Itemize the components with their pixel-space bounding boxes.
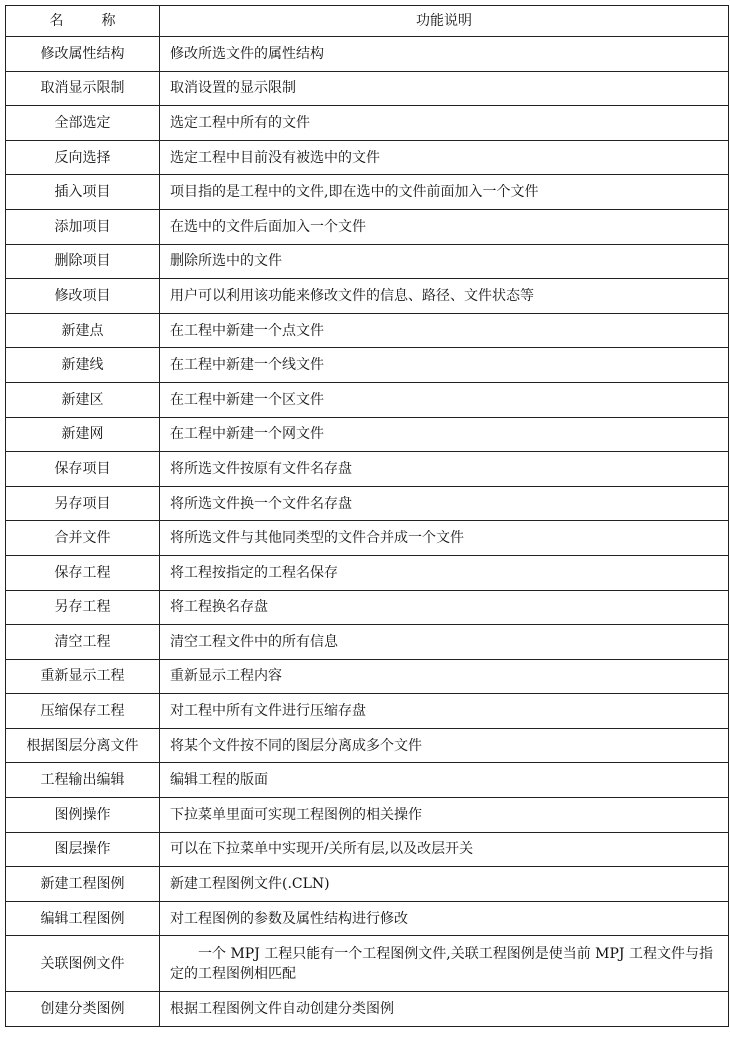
table-row	[6, 486, 729, 521]
row-description: 项目指的是工程中的文件,即在选中的文件前面加入一个文件	[160, 175, 729, 210]
table-row	[6, 140, 729, 175]
table-row	[6, 175, 729, 210]
row-description: 用户可以利用该功能来修改文件的信息、路径、文件状态等	[160, 279, 729, 314]
table-row	[6, 798, 729, 833]
table-row	[6, 417, 729, 452]
function-table	[5, 5, 729, 1027]
row-name: 修改项目	[6, 279, 160, 314]
table-row	[6, 348, 729, 383]
row-description: 将所选文件换一个文件名存盘	[160, 486, 729, 521]
row-description: 在工程中新建一个网文件	[160, 417, 729, 452]
row-description: 一个 MPJ 工程只能有一个工程图例文件,关联工程图例是使当前 MPJ 工程文件与指定的工程图例相匹配	[160, 936, 729, 992]
table-row	[6, 936, 729, 992]
row-name: 新建网	[6, 417, 160, 452]
row-name: 另存项目	[6, 486, 160, 521]
row-name: 重新显示工程	[6, 659, 160, 694]
row-description: 选定工程中目前没有被选中的文件	[160, 140, 729, 175]
row-description: 在选中的文件后面加入一个文件	[160, 209, 729, 244]
row-name: 新建线	[6, 348, 160, 383]
row-name: 删除项目	[6, 244, 160, 279]
row-description: 对工程图例的参数及属性结构进行修改	[160, 901, 729, 936]
row-description: 重新显示工程内容	[160, 659, 729, 694]
table-row	[6, 728, 729, 763]
row-name: 创建分类图例	[6, 992, 160, 1027]
row-name: 修改属性结构	[6, 37, 160, 72]
table-row	[6, 590, 729, 625]
table-row	[6, 992, 729, 1027]
function-table-container	[5, 5, 728, 1027]
row-description: 修改所选文件的属性结构	[160, 37, 729, 72]
table-row	[6, 71, 729, 106]
table-row	[6, 555, 729, 590]
row-description: 将某个文件按不同的图层分离成多个文件	[160, 728, 729, 763]
row-description: 将工程按指定的工程名保存	[160, 555, 729, 590]
row-name: 取消显示限制	[6, 71, 160, 106]
table-row	[6, 694, 729, 729]
row-description: 对工程中所有文件进行压缩存盘	[160, 694, 729, 729]
row-name: 工程输出编辑	[6, 763, 160, 798]
table-row	[6, 279, 729, 314]
row-name: 清空工程	[6, 625, 160, 660]
header-name: 名 称	[6, 6, 160, 37]
table-row	[6, 382, 729, 417]
row-description: 新建工程图例文件(.CLN)	[160, 867, 729, 902]
table-row	[6, 659, 729, 694]
table-row	[6, 867, 729, 902]
row-name: 另存工程	[6, 590, 160, 625]
row-description: 选定工程中所有的文件	[160, 106, 729, 141]
row-name: 编辑工程图例	[6, 901, 160, 936]
row-name: 合并文件	[6, 521, 160, 556]
row-name: 新建点	[6, 313, 160, 348]
row-name: 图层操作	[6, 832, 160, 867]
row-name: 根据图层分离文件	[6, 728, 160, 763]
row-description: 下拉菜单里面可实现工程图例的相关操作	[160, 798, 729, 833]
row-description: 可以在下拉菜单中实现开/关所有层,以及改层开关	[160, 832, 729, 867]
row-description: 删除所选中的文件	[160, 244, 729, 279]
table-row	[6, 832, 729, 867]
row-description: 将工程换名存盘	[160, 590, 729, 625]
table-row	[6, 452, 729, 487]
row-description: 编辑工程的版面	[160, 763, 729, 798]
table-row	[6, 763, 729, 798]
row-name: 反向选择	[6, 140, 160, 175]
table-row	[6, 106, 729, 141]
table-row	[6, 521, 729, 556]
table-row	[6, 625, 729, 660]
row-description: 在工程中新建一个线文件	[160, 348, 729, 383]
row-name: 全部选定	[6, 106, 160, 141]
header-description: 功能说明	[160, 6, 729, 37]
table-row	[6, 313, 729, 348]
row-name: 保存项目	[6, 452, 160, 487]
table-header-row	[6, 6, 729, 37]
table-row	[6, 244, 729, 279]
row-name: 添加项目	[6, 209, 160, 244]
row-name: 新建工程图例	[6, 867, 160, 902]
row-description: 取消设置的显示限制	[160, 71, 729, 106]
row-description: 将所选文件按原有文件名存盘	[160, 452, 729, 487]
row-name: 插入项目	[6, 175, 160, 210]
row-description: 将所选文件与其他同类型的文件合并成一个文件	[160, 521, 729, 556]
table-row	[6, 901, 729, 936]
row-name: 压缩保存工程	[6, 694, 160, 729]
row-name: 保存工程	[6, 555, 160, 590]
row-name: 关联图例文件	[6, 936, 160, 992]
row-description: 在工程中新建一个区文件	[160, 382, 729, 417]
table-row	[6, 37, 729, 72]
row-description: 清空工程文件中的所有信息	[160, 625, 729, 660]
row-description: 在工程中新建一个点文件	[160, 313, 729, 348]
table-row	[6, 209, 729, 244]
row-name: 图例操作	[6, 798, 160, 833]
row-name: 新建区	[6, 382, 160, 417]
row-description: 根据工程图例文件自动创建分类图例	[160, 992, 729, 1027]
